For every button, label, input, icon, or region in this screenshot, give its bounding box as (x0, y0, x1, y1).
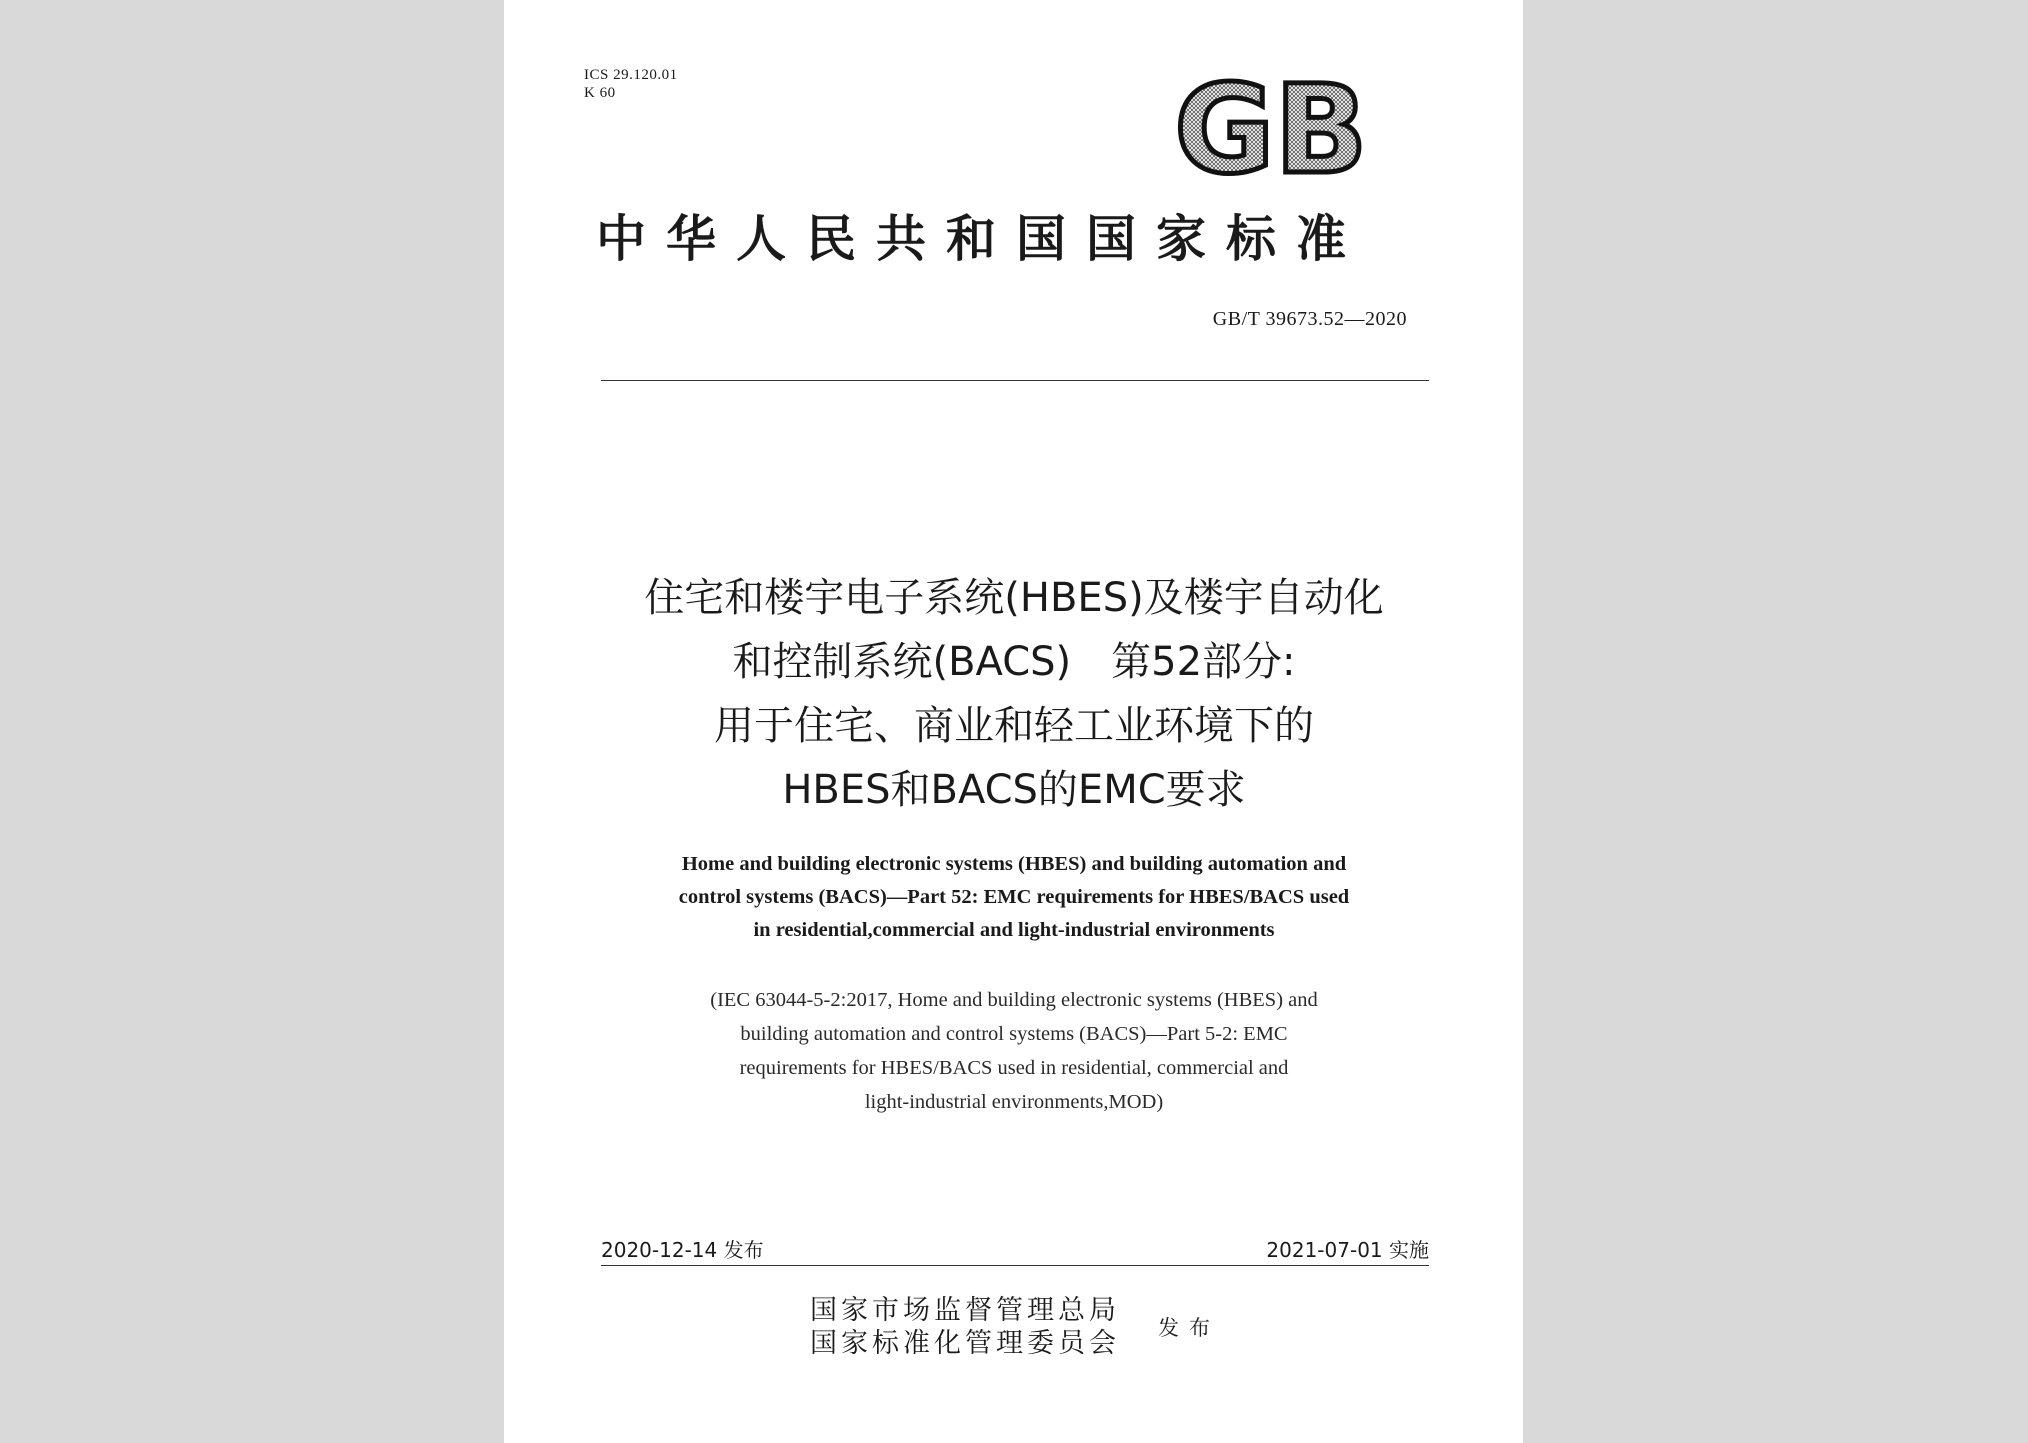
gb-logo-text: GB (1174, 74, 1368, 184)
effective-date: 2021-07-01 实施 (1266, 1238, 1429, 1262)
issuer-samr: 国家市场监督管理总局 (810, 1295, 1120, 1326)
iec-reference-line-4: light-industrial environments,MOD) (864, 1091, 1164, 1113)
document-page (504, 0, 1523, 1443)
chinese-title-line-2: 和控制系统(BACS) 第52部分: (732, 639, 1296, 685)
header-divider (601, 380, 1429, 381)
ics-code: ICS 29.120.01 (584, 67, 678, 83)
ccs-code: K 60 (584, 85, 616, 101)
english-title (564, 848, 1464, 947)
footer-divider (601, 1265, 1429, 1266)
iec-reference-line-3: requirements for HBES/BACS used in residential, commercial and (739, 1057, 1289, 1079)
chinese-title-line-4: HBES和BACS的EMC要求 (782, 767, 1246, 813)
issuer-sac: 国家标准化管理委员会 (810, 1328, 1120, 1359)
issuing-organizations (810, 1294, 1120, 1360)
iec-reference-line-1: (IEC 63044-5-2:2017, Home and building electronic systems (HBES) and (710, 989, 1318, 1011)
classification-codes (584, 66, 678, 102)
gb-logo-icon (1168, 74, 1374, 184)
chinese-title (564, 566, 1464, 822)
iec-reference-line-2: building automation and control systems (BACS)—Part 5-2: EMC (740, 1023, 1288, 1045)
iec-reference (564, 983, 1464, 1119)
english-title-line-3: in residential,commercial and light-industrial environments (753, 919, 1275, 941)
issue-label: 发布 (1158, 1316, 1220, 1340)
chinese-title-line-3: 用于住宅、商业和轻工业环境下的 (714, 703, 1314, 749)
english-title-line-1: Home and building electronic systems (HBES) and building automation and (681, 853, 1347, 875)
publication-date: 2020-12-14 发布 (601, 1238, 764, 1262)
standard-number: GB/T 39673.52—2020 (1212, 308, 1407, 330)
english-title-line-2: control systems (BACS)—Part 52: EMC requirements for HBES/BACS used (678, 886, 1350, 908)
chinese-title-line-1: 住宅和楼宇电子系统(HBES)及楼宇自动化 (644, 575, 1384, 621)
national-standard-title: 中华人民共和国国家标准 (596, 209, 1366, 268)
